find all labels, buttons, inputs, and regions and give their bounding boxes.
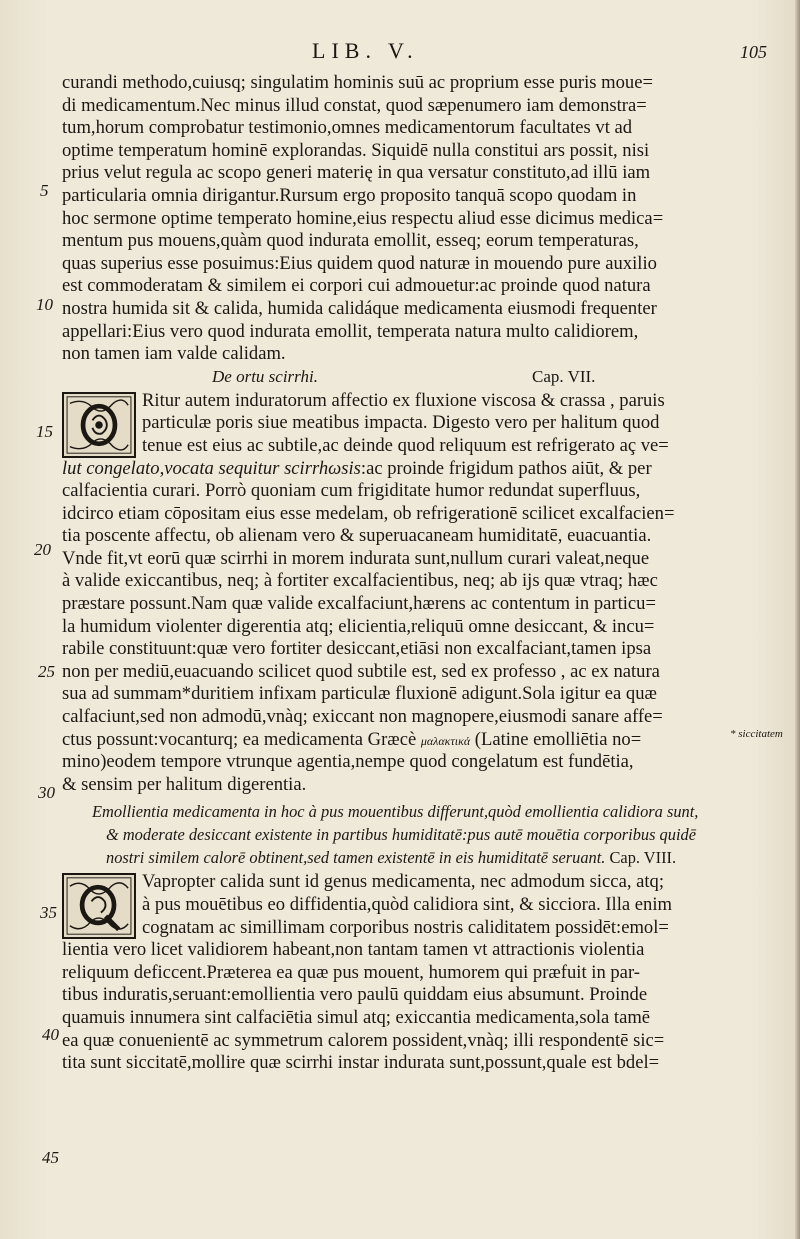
text-line: calfacientia curari. Porrò quoniam cum frigiditate humor redundat superfluus, <box>62 480 641 502</box>
margin-line-number: 25 <box>38 662 55 681</box>
text-run: (Latine emolliētia no= <box>470 728 642 750</box>
margin-line-number: 35 <box>40 903 57 922</box>
text-line: particularia omnia dirigantur.Rursum ergo proposito tanquā scopo quodam in <box>62 184 637 206</box>
summary-line: & moderate desiccant existente in partibus humiditatē:pus autē mouētia corporibus quidē <box>106 825 696 845</box>
text-line: rabile constituunt:quæ vero fortiter desiccant,etiāsi non excalfaciant,tamen ipsa <box>62 638 652 660</box>
text-line <box>62 458 722 481</box>
text-line: à pus mouētibus eo diffidentia,quòd calidiora sint, & sicciora. Illa enim <box>142 894 672 915</box>
paragraph-2 <box>62 390 722 797</box>
text-line: optime temperatum hominē explorandas. Siquidē nulla constitui ars possit, nisi <box>62 139 650 161</box>
text-line: mentum pus mouens,quàm quod indurata emollit, esseq; eorum temperaturas, <box>62 230 639 252</box>
decorated-initial-icon <box>62 392 136 458</box>
text-line: la humidum violenter digerentia atq; elicientia,reliquū omne desiccant, & incu= <box>62 615 655 637</box>
text-line <box>62 729 722 752</box>
decorated-initial-icon <box>62 873 136 939</box>
margin-line-number: 30 <box>38 783 55 802</box>
text-line: appellari:Eius vero quod indurata emollit, temperata natura multo calidiorem, <box>62 320 639 342</box>
text-line: præstare possunt.Nam quæ valide excalfaciunt,hærens ac contentum in particu= <box>62 593 656 615</box>
text-line: tita sunt siccitatē,mollire quæ scirrhi instar indurata sunt,possunt,quale est bdel= <box>62 1052 660 1074</box>
page-header <box>0 38 800 68</box>
text-run: ctus possunt:vocanturq; ea medicamenta Græcè <box>62 728 421 750</box>
paragraph-1 <box>62 72 722 366</box>
text-block <box>62 72 722 1075</box>
paragraph-3 <box>62 871 722 1074</box>
text-line: sua ad summam*duritiem infixam particulæ fluxionē adigunt.Sola igitur ea quæ <box>62 683 657 705</box>
text-line: cognatam ac simillimam corporibus nostris caliditatem possidēt:emol= <box>142 916 669 938</box>
text-line: quamuis innumera sint calfaciētia simul atq; exiccantia medicamenta,sola tamē <box>62 1006 651 1028</box>
text-line: à valide exiccantibus, neq; à fortiter excalfacientibus, neq; ab ijs quæ vtraq; hæc <box>62 570 658 592</box>
text-line: tibus induratis,seruant:emollientia vero paulū quiddam eius absumunt. Proinde <box>62 984 648 1006</box>
text-line: di medicamentum.Nec minus illud constat, quod sæpenumero iam demonstra= <box>62 94 647 116</box>
chapter-heading-7 <box>62 366 722 390</box>
margin-line-number: 20 <box>34 540 51 559</box>
text-line: non per mediū,euacuando scilicet quod subtile est, sed ex professo , ac ex natura <box>62 660 660 682</box>
italic-term: sequitur scirrhωsis <box>218 457 361 479</box>
text-line: mino)eodem tempore vtrunque agentia,nempe quod congelatum est fundētia, <box>62 751 634 773</box>
chapter-summary <box>62 800 722 869</box>
text-line: est commoderatam & similem ei corpori cui admouetur:ac proinde quod natura <box>62 275 651 297</box>
greek-word: μαλακτικά <box>420 733 471 748</box>
running-title: LIB. V. <box>312 38 419 63</box>
text-line: & sensim per halitum digerentia. <box>62 773 307 795</box>
text-line: hoc sermone optime temperato homine,eius respectu aliud esse dicimus medica= <box>62 207 664 229</box>
side-note: * siccitatem <box>730 728 783 740</box>
text-line: nostra humida sit & calida, humida calidáque medicamenta eiusmodi frequenter <box>62 297 657 319</box>
chapter-number: Cap. VII. <box>532 366 596 386</box>
margin-line-number: 10 <box>36 295 53 314</box>
text-run: :ac proinde frigidum pathos aiūt, & per <box>360 457 652 479</box>
text-line: particulæ poris siue meatibus impacta. Digesto vero per halitum quod <box>142 412 660 434</box>
text-line: tenue est eius ac subtile,ac deinde quod reliquum est refrigerato aç ve= <box>142 434 669 456</box>
text-line: non tamen iam valde calidam. <box>62 343 286 365</box>
summary-line <box>62 846 722 869</box>
chapter-number: Cap. VIII. <box>609 848 677 868</box>
chapter-title: De ortu scirrhi. <box>212 366 318 386</box>
margin-line-number: 45 <box>42 1148 59 1167</box>
text-line: quas superius esse posuimus:Eius quidem quod naturæ in mouendo pure auxilio <box>62 252 657 274</box>
margin-line-number: 40 <box>42 1025 59 1044</box>
summary-text: nostri similem calorē obtinent,sed tamen existentē in eis humiditatē seruant. <box>106 848 606 868</box>
text-line: curandi methodo,cuiusq; singulatim hominis suū ac proprium esse puris moue= <box>62 72 653 93</box>
text-line: tia poscente affectu, ob alienam vero & superuacaneam humiditatē, euacuantia. <box>62 525 652 547</box>
text-line: prius velut regula ac scopo generi materię in qua versatur constituto,ad illū iam <box>62 162 651 184</box>
text-line: lientia vero licet validiorem habeant,non tantam tamen vt attractionis violentia <box>62 939 645 961</box>
folio-number: 105 <box>740 42 767 62</box>
text-line: Ritur autem induratorum affectio ex fluxione viscosa & crassa , paruis <box>142 389 665 411</box>
text-line: Vapropter calida sunt id genus medicamenta, nec admodum sicca, atq; <box>142 871 664 893</box>
text-line: reliquum deficcent.Præterea ea quæ pus mouent, humorem qui præfuit in par- <box>62 961 640 983</box>
text-line: idcirco etiam cōpositam eius esse medelam, ob refrigerationē scilicet excalfacien= <box>62 502 675 524</box>
margin-line-number: 15 <box>36 422 53 441</box>
summary-line: Emollientia medicamenta in hoc à pus mouentibus differunt,quòd emollientia calidiora sunt, <box>92 802 699 822</box>
text-line: calfaciunt,sed non admodū,vnàq; exiccant non magnopere,eiusmodi sanare affe= <box>62 706 663 728</box>
text-line: Vnde fit,vt eorū quæ scirrhi in morem indurata sunt,nullum curari valeat,neque <box>62 547 650 569</box>
text-line: ea quæ conuenientē ac symmetrum calorem possident,vnàq; illi respondentē sic= <box>62 1029 665 1051</box>
text-line: tum,horum comprobatur testimonio,omnes medicamentorum facultates vt ad <box>62 117 633 139</box>
page-edge <box>795 0 800 1239</box>
margin-line-number: 5 <box>40 181 49 200</box>
italic-term: lut congelato,vocata <box>62 457 219 479</box>
